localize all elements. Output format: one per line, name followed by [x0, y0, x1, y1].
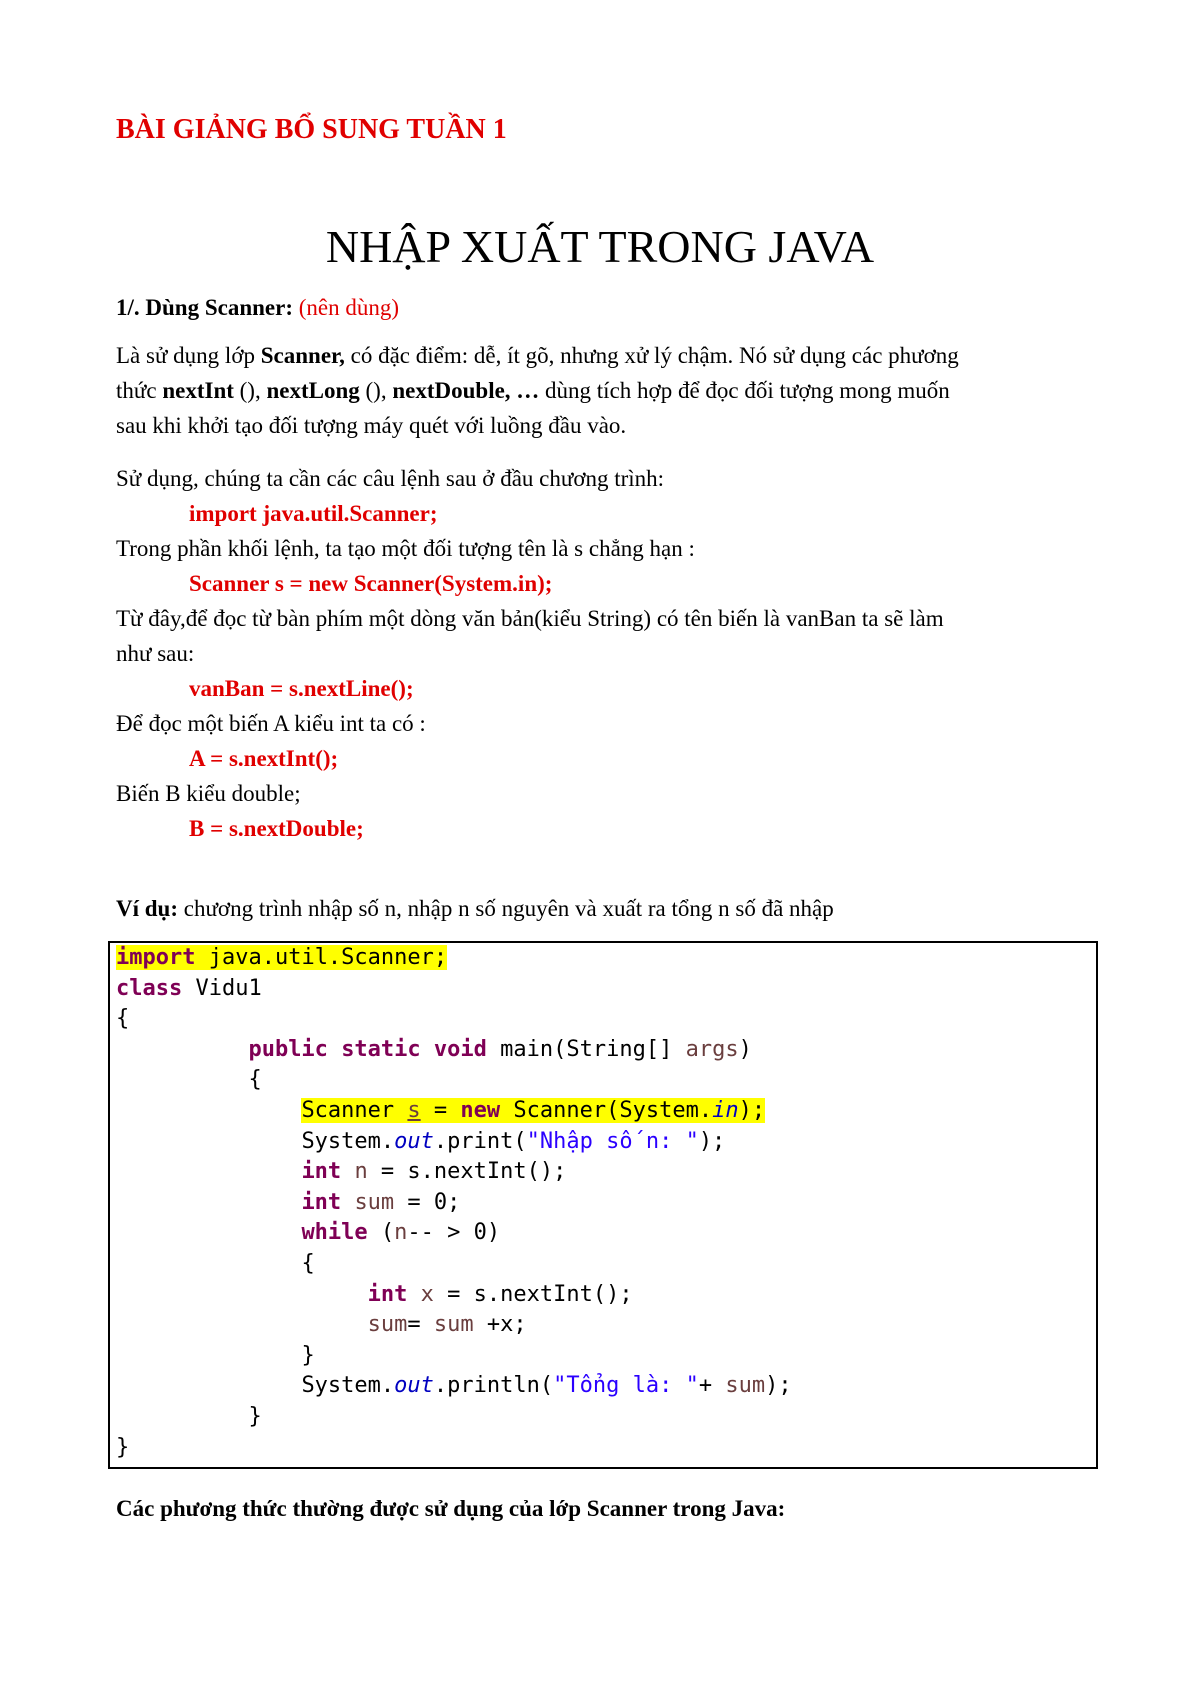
- code-line-int-x: int x = s.nextInt();: [367, 1281, 633, 1307]
- code-line-while: while (n-- > 0): [301, 1220, 501, 1246]
- code-line-int-n: int n = s.nextInt();: [301, 1159, 567, 1185]
- section-heading-note: (nên dùng): [298, 295, 400, 320]
- intro-paragraph: [116, 338, 959, 443]
- code-line-brace: }: [301, 1342, 315, 1368]
- code-line-int-sum: int sum = 0;: [301, 1189, 461, 1215]
- example-text: chương trình nhập số n, nhập n số nguyên và xuất ra tổng n số đã nhập: [178, 896, 834, 921]
- code-snippet-nextdouble: B = s.nextDouble;: [189, 816, 364, 841]
- code-line-class: class Vidu1: [116, 975, 262, 1001]
- code-snippet-nextint: A = s.nextInt();: [189, 746, 339, 771]
- example-heading: [116, 891, 834, 926]
- code-line-print: System.out.print("Nhập số n: ");: [301, 1128, 726, 1154]
- usage-text: Để đọc một biến A kiểu int ta có :: [116, 711, 426, 736]
- code-line-scanner: Scanner s = new Scanner(System.in);: [301, 1097, 766, 1123]
- code-line-import: import java.util.Scanner;: [116, 945, 448, 970]
- code-line-brace: }: [116, 1434, 130, 1460]
- usage-text: Sử dụng, chúng ta cần các câu lệnh sau ở đầu chương trình:: [116, 466, 665, 491]
- section-heading: [116, 290, 399, 325]
- example-label: Ví dụ:: [116, 896, 178, 921]
- usage-text: Biến B kiểu double;: [116, 781, 301, 806]
- code-line-brace: {: [248, 1067, 262, 1093]
- lecture-header: BÀI GIẢNG BỔ SUNG TUẦN 1: [116, 114, 507, 145]
- code-block: [116, 943, 792, 1463]
- code-line-main: public static void main(String[] args): [248, 1036, 752, 1062]
- methods-heading: Các phương thức thường được sử dụng của lớp Scanner trong Java:: [116, 1496, 786, 1521]
- code-snippet-nextline: vanBan = s.nextLine();: [189, 676, 414, 701]
- code-line-brace: }: [248, 1403, 262, 1429]
- code-snippet-scanner: Scanner s = new Scanner(System.in);: [189, 571, 553, 596]
- page-title: NHẬP XUẤT TRONG JAVA: [325, 221, 875, 272]
- intro-line-2: thức nextInt (), nextLong (), nextDouble, … dùng tích hợp để đọc đối tượng mong muốn: [116, 378, 950, 403]
- usage-text: như sau:: [116, 641, 195, 666]
- intro-line-1: Là sử dụng lớp Scanner, có đặc điểm: dễ, ít gõ, nhưng xử lý chậm. Nó sử dụng các phương: [116, 343, 959, 368]
- usage-text: Từ đây,để đọc từ bàn phím một dòng văn bản(kiểu String) có tên biến là vanBan ta sẽ làm: [116, 606, 944, 631]
- code-line-brace: {: [116, 1006, 130, 1032]
- code-snippet-import: import java.util.Scanner;: [189, 501, 438, 526]
- intro-line-3: sau khi khởi tạo đối tượng máy quét với luồng đầu vào.: [116, 413, 627, 438]
- usage-text: Trong phần khối lệnh, ta tạo một đối tượng tên là s chẳng hạn :: [116, 536, 695, 561]
- code-line-sum: sum= sum +x;: [367, 1312, 527, 1338]
- code-line-println: System.out.println("Tổng là: "+ sum);: [301, 1373, 792, 1399]
- code-line-brace: {: [301, 1250, 315, 1276]
- section-heading-text: 1/. Dùng Scanner:: [116, 295, 293, 320]
